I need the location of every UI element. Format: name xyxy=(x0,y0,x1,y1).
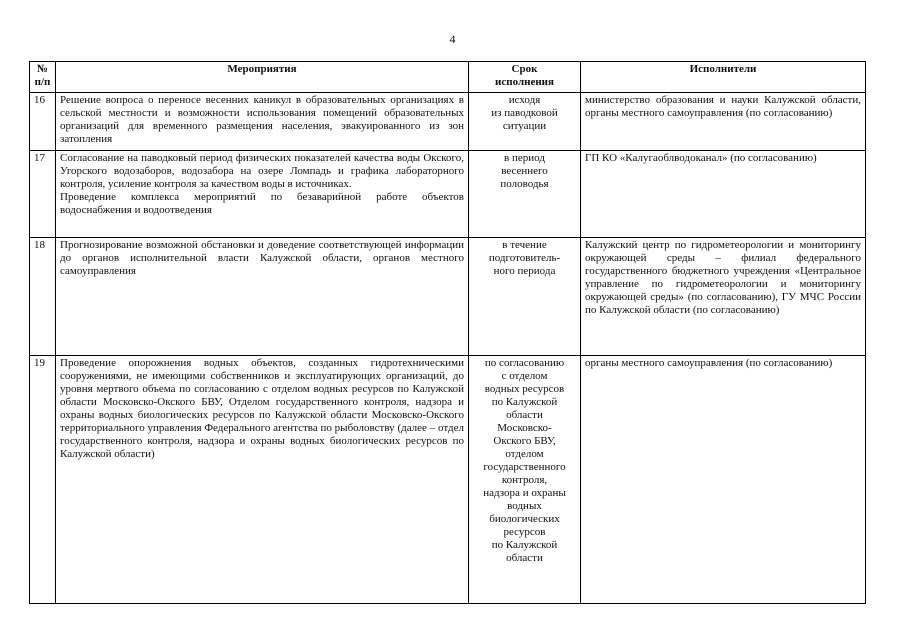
table-header-row xyxy=(30,62,866,93)
table-row xyxy=(30,356,866,604)
measures-table xyxy=(29,61,866,604)
row-term: в период весеннего половодья xyxy=(469,151,581,238)
row-number: 19 xyxy=(30,356,56,604)
row-term: в течение подготовитель- ного периода xyxy=(469,238,581,356)
table-row xyxy=(30,151,866,238)
row-executors: министерство образования и науки Калужской области, органы местного самоуправления (по согласованию) xyxy=(581,93,866,151)
row-number: 18 xyxy=(30,238,56,356)
row-number: 17 xyxy=(30,151,56,238)
row-event: Согласование на паводковый период физических показателей качества воды Окского, Угорского водозаборов, водозабора на озере Ломпадь и графика лабораторного контроля, усиление контроля за качеством воды в источниках. Проведение комплекса мероприятий по безаварийной работе объектов водоснабжения и водоотведения xyxy=(56,151,469,238)
row-term: по согласованию с отделом водных ресурсов по Калужской области Московско- Окского БВУ, отделом государственного контроля, надзора и охраны водных биологических ресурсов по Калужской области xyxy=(469,356,581,604)
header-executors: Исполнители xyxy=(581,62,866,93)
page-number: 4 xyxy=(449,32,456,46)
row-event: Проведение опорожнения водных объектов, созданных гидротехническими сооружениями, не имеющими собственников и эксплуатирующих организаций, до уровня мертвого объема по согласованию с отделом водных ресурсов по Калужской области Московско-Окского БВУ, Отделом государственного контроля, надзора и охраны водных биологических ресурсов по Калужской области Московско-Окского территориального управления Федерального агентства по рыболовству (далее – отдел государственного контроля, надзора и охраны водных биологических ресурсов по Калужской области) xyxy=(56,356,469,604)
row-event: Прогнозирование возможной обстановки и доведение соответствующей информации до органов исполнительной власти Калужской области, органов местного самоуправления xyxy=(56,238,469,356)
row-term: исходя из паводковой ситуации xyxy=(469,93,581,151)
row-number: 16 xyxy=(30,93,56,151)
header-term: Срок исполнения xyxy=(469,62,581,93)
header-events: Мероприятия xyxy=(56,62,469,93)
row-executors: Калужский центр по гидрометеорологии и мониторингу окружающей среды – филиал федерального государственного бюджетного учреждения «Центральное управление по гидрометеорологии и мониторингу окружающей среды» (по согласованию), ГУ МЧС России по Калужской области (по согласованию) xyxy=(581,238,866,356)
row-executors: органы местного самоуправления (по согласованию) xyxy=(581,356,866,604)
table-row xyxy=(30,238,866,356)
header-num: № п/п xyxy=(30,62,56,93)
row-event: Решение вопроса о переносе весенних каникул в образовательных организациях в сельской местности и возможности использования помещений образовательных организаций для временного размещения населения, эвакуированного из зон затопления xyxy=(56,93,469,151)
row-executors: ГП КО «Калугаоблводоканал» (по согласованию) xyxy=(581,151,866,238)
table-row xyxy=(30,93,866,151)
